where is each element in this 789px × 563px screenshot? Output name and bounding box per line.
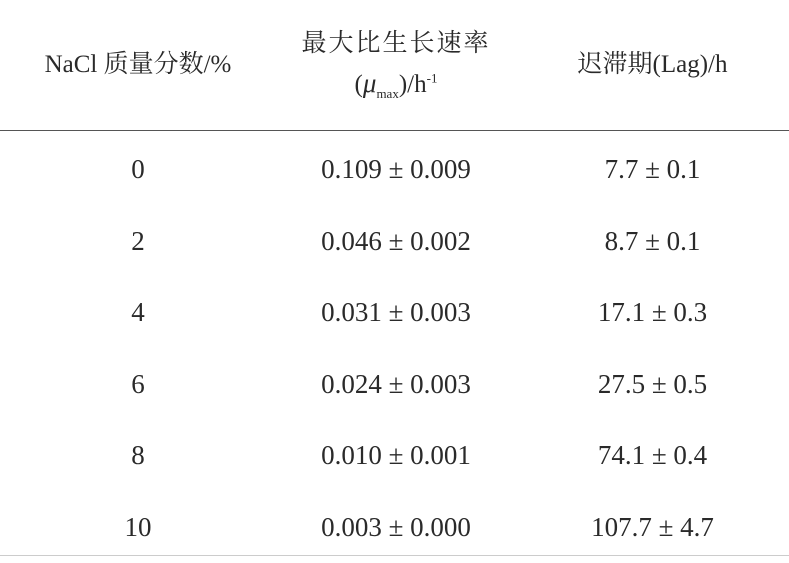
- header-nacl-label: NaCl 质量分数/%: [45, 49, 232, 80]
- table-row: [0, 206, 789, 278]
- cell-mu-max: 0.003 ± 0.000: [276, 492, 516, 563]
- table-header: [0, 0, 789, 130]
- header-mu-max-unit: $(\mu_{max})/h^{-1}$: [355, 67, 438, 102]
- cell-nacl: 0: [0, 134, 276, 206]
- table-row: [0, 492, 789, 563]
- table-row: [0, 134, 789, 206]
- cell-nacl: 10: [0, 492, 276, 563]
- cell-lag: 27.5 ± 0.5: [516, 349, 789, 421]
- cell-mu-max: 0.109 ± 0.009: [276, 134, 516, 206]
- cell-nacl: 4: [0, 277, 276, 349]
- cell-nacl: 8: [0, 420, 276, 492]
- cell-lag: 8.7 ± 0.1: [516, 206, 789, 278]
- cell-nacl: 2: [0, 206, 276, 278]
- header-mu-max-label: 最大比生长速率: [301, 28, 490, 59]
- header-nacl: [0, 0, 276, 130]
- cell-nacl: 6: [0, 349, 276, 421]
- bottom-rule: [0, 555, 789, 556]
- cell-mu-max: 0.046 ± 0.002: [276, 206, 516, 278]
- header-lag-label: 迟滞期(Lag)/h: [578, 49, 728, 80]
- header-mu-max: [276, 0, 516, 130]
- table-row: [0, 349, 789, 421]
- cell-lag: 17.1 ± 0.3: [516, 277, 789, 349]
- cell-lag: 74.1 ± 0.4: [516, 420, 789, 492]
- cell-mu-max: 0.024 ± 0.003: [276, 349, 516, 421]
- table-body: [0, 134, 789, 563]
- table-row: [0, 420, 789, 492]
- cell-mu-max: 0.010 ± 0.001: [276, 420, 516, 492]
- table-row: [0, 277, 789, 349]
- header-lag: [516, 0, 789, 130]
- cell-lag: 107.7 ± 4.7: [516, 492, 789, 563]
- header-rule: [0, 130, 789, 131]
- cell-lag: 7.7 ± 0.1: [516, 134, 789, 206]
- cell-mu-max: 0.031 ± 0.003: [276, 277, 516, 349]
